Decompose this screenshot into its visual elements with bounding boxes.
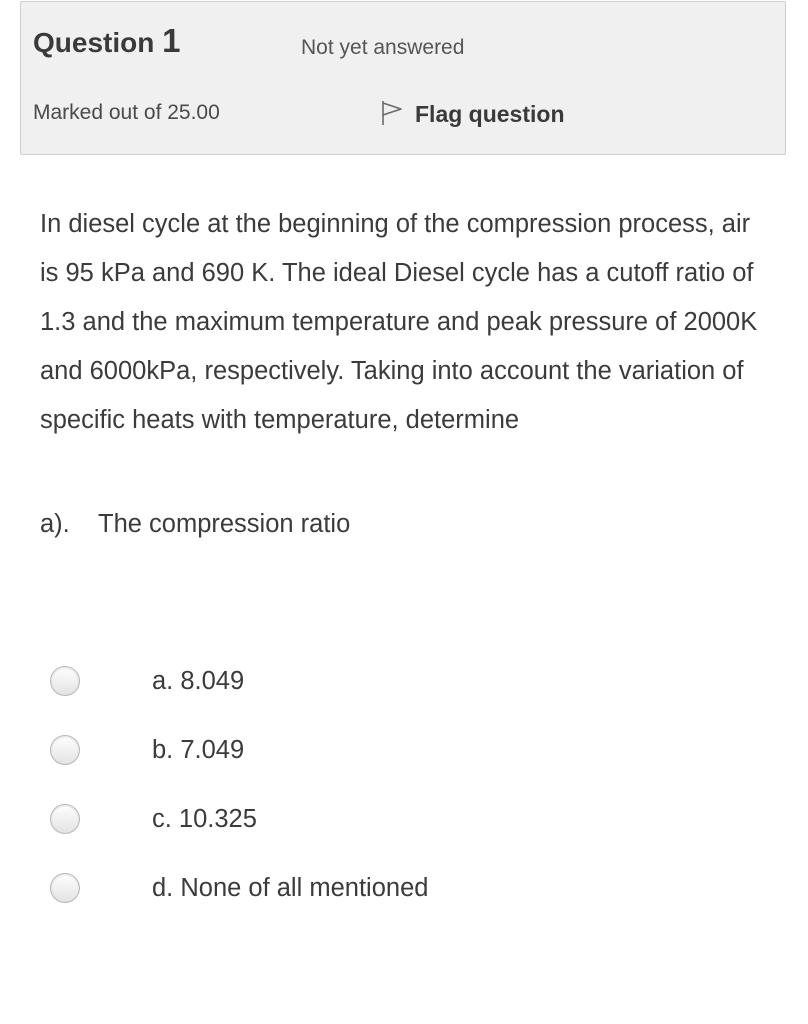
radio-button[interactable] [50,873,80,903]
radio-button[interactable] [50,666,80,696]
radio-button[interactable] [50,735,80,765]
question-number: 1 [162,22,181,59]
flag-question-label: Flag question [415,101,565,127]
flag-icon [379,98,415,131]
question-state: Not yet answered [301,36,465,59]
sub-question-letter: a). [40,510,70,538]
question-word: Question [33,27,155,58]
answer-option-d[interactable] [50,873,428,903]
question-info-panel [20,1,786,155]
answer-label: d. None of all mentioned [152,873,429,902]
question-grade: Marked out of 25.00 [33,101,220,124]
radio-button[interactable] [50,804,80,834]
question-heading [33,22,180,60]
answer-label: c. 10.325 [152,804,257,833]
answer-label: b. 7.049 [152,735,245,764]
answer-label: a. 8.049 [152,666,245,695]
question-text: In diesel cycle at the beginning of the compression process, air is 95 kPa and 690 K. The ideal Diesel cycle has a cutoff ratio of 1.3 and the maximum temperature and peak pressure of 2000K and 6000kPa, respectively. Taking into account the variation of specific heats with temperature, determine [40,210,758,434]
answer-option-b[interactable] [50,735,244,765]
answer-option-a[interactable] [50,666,244,696]
sub-question-text: The compression ratio [98,510,351,538]
sub-question [40,510,350,539]
answer-option-c[interactable] [50,804,257,834]
flag-question-link[interactable] [379,98,565,131]
